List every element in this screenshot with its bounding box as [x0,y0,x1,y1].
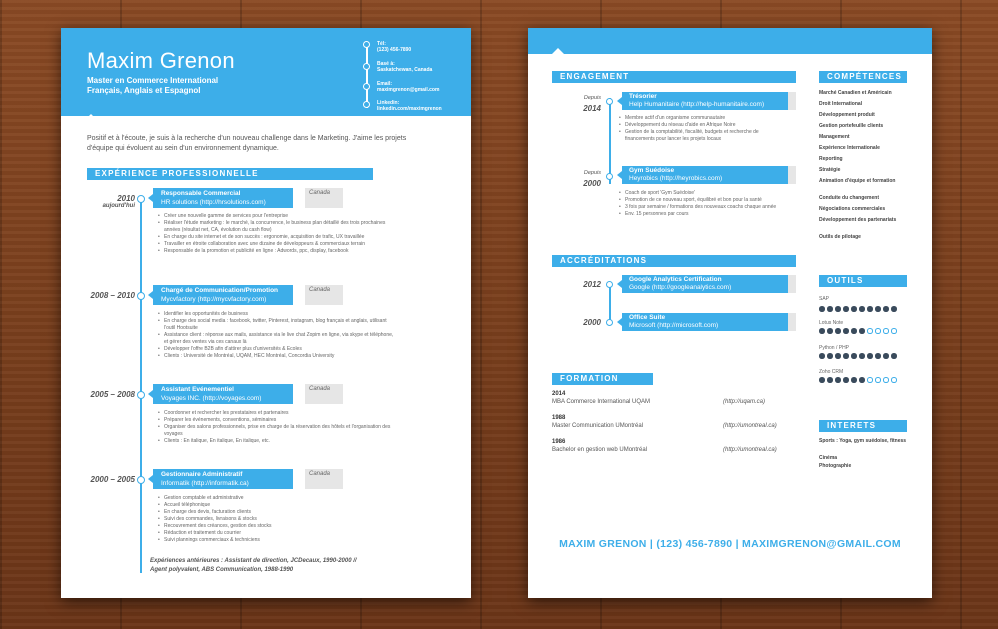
list-item: • Responsable de la promotion et publicité en ligne : Adwords, ppc, display, facebook [158,248,396,255]
job-title: Chargé de Communication/Promotion [161,287,279,294]
resume-page-2 [528,28,932,598]
list-item: • Préparer les événements, conventions, séminaires [158,417,396,424]
section-competences-title: COMPÉTENCES [819,71,907,83]
formation-title: MBA Commerce International UQAM [552,399,651,405]
formation-url: (http://uqam.ca) [723,399,766,405]
list-item: • En charge des social media : facebook, twitter, Pinterest, instagram, blog français et anglais, utilisant l'outil Hootsuite [158,318,396,332]
list-item: • Créer une nouvelle gamme de services pour l'entreprise [158,213,396,220]
rating-dot-filled [859,353,865,359]
list-item: • Assistance client : réponse aux mails, assistance via le live chat Zopim en ligne, via skype et téléphone, et gérer des ventes via ces canaux là [158,332,396,346]
job-company: Voyages INC. (http://voyages.com) [161,395,262,402]
job-country: Canada [305,469,343,489]
job-title: Responsable Commercial [161,190,241,197]
rating-dot-empty [891,328,897,334]
tool-rating [819,353,897,359]
job-title: Gestionnaire Administratif [161,471,243,478]
header-notch [85,114,97,120]
rating-dot-filled [827,377,833,383]
interest-item: Cinéma [819,455,838,461]
rating-dot-filled [883,306,889,312]
list-item: • Accueil téléphonique [158,502,396,509]
job-years: 2005 – 2008 [90,390,135,399]
section-engagement-title: ENGAGEMENT [552,71,796,83]
header-notch [552,48,564,54]
competence-item: Stratégie [819,167,841,173]
job-company: Mycvfactory (http://mycvfactory.com) [161,296,267,303]
intro-paragraph: Positif et à l'écoute, je suis à la recherche d'un nouveau challenge dans le Marketing. J'aime les projets d'équipe qui évoluent au sein d'un environnement dynamique. [87,135,407,152]
contact-timeline [366,42,368,108]
previous-experience-note: Expériences antérieures : Assistant de direction, JCDecaux, 1990-2000 // [150,558,357,564]
list-item: • Gestion comptable et administrative [158,495,396,502]
rating-dot-filled [819,353,825,359]
rating-dot-filled [835,377,841,383]
rating-dot-filled [827,353,833,359]
contact-dot [363,63,370,70]
footer-contact: MAXIM GRENON | (123) 456-7890 | MAXIMGRENON@GMAIL.COM [559,538,901,550]
rating-dot-filled [875,306,881,312]
competence-item: Marché Canadien et Américain [819,90,892,96]
rating-dot-filled [819,328,825,334]
engagement-title: Trésorier [629,93,657,100]
engagement-timeline [609,98,611,184]
accreditation-year: 2012 [583,280,601,289]
accreditation-title: Office Suite [629,314,666,321]
timeline-dot [137,391,145,399]
previous-experience-note-2: Agent polyvalent, ABS Communication, 1988-1990 [150,567,294,573]
rating-dot-filled [859,328,865,334]
job-country: Canada [305,285,343,305]
section-formation-title: FORMATION [552,373,653,385]
contact-email: Email: maximgrenon@gmail.com [377,81,440,93]
accreditation-org: Google (http://googleanalytics.com) [629,284,732,291]
header-tab [788,166,796,184]
interest-item: Photographie [819,463,852,469]
rating-dot-filled [851,377,857,383]
list-item: • Réaliser l'étude marketing : le marché, la concurrence, le business plan détaillé des trois prochaines années (résultat net, CA, évolution du cash flow) [158,220,396,234]
rating-dot-filled [843,306,849,312]
competence-item: Négociations commerciales [819,206,886,212]
subtitle-degree: Master en Commerce International [87,76,219,85]
competence-item: Management [819,134,850,140]
rating-dot-filled [827,328,833,334]
rating-dot-filled [835,328,841,334]
interest-item: Sports : Yoga, gym suédoise, fitness [819,438,907,444]
tool-name: Python / PHP [819,345,850,351]
engagement-year: 2014 [583,104,601,113]
rating-dot-filled [827,306,833,312]
rating-dot-filled [835,306,841,312]
accreditation-year: 2000 [583,318,601,327]
formation-url: (http://umontreal.ca) [723,447,777,453]
tool-name: Zoho CRM [819,369,844,375]
timeline-dot [137,476,145,484]
list-item: • Recouvrement des créances, gestion des stocks [158,523,396,530]
header-tab [788,92,796,110]
job-bullets [158,495,396,544]
header-tab [788,313,796,331]
job-years: 2000 – 2005 [90,475,135,484]
rating-dot-filled [859,377,865,383]
job-years: 2008 – 2010 [90,291,135,300]
list-item: • Coordonner et rechercher les prestataires et partenaires [158,410,396,417]
job-years-end: aujourd'hui [102,203,135,209]
candidate-name: Maxim Grenon [87,48,235,73]
rating-dot-filled [843,353,849,359]
rating-dot-filled [883,353,889,359]
contact-phone: Tél: (123) 456-7890 [377,41,412,53]
competence-item: Outils de pilotage [819,234,861,240]
tool-rating [819,306,897,312]
rating-dot-filled [835,353,841,359]
rating-dot-filled [819,377,825,383]
timeline-dot [606,173,613,180]
rating-dot-filled [851,353,857,359]
rating-dot-filled [843,328,849,334]
competence-item: Droit International [819,101,863,107]
list-item: • Gestion de la comptabilité, fiscalité, budgets et recherche de financements pour lancer les projets locaux [619,129,789,143]
formation-url: (http://umontreal.ca) [723,423,777,429]
list-item: • Membre actif d'un organisme communautaire [619,115,789,122]
engagement-title: Gym Suédoise [629,167,675,174]
job-title: Assistant Evénementiel [161,386,234,393]
formation-year: 2014 [552,391,566,397]
since-label: Depuis [583,95,601,101]
timeline-dot [137,195,145,203]
list-item: • Suivi plannings commerciaux & techniciens [158,537,396,544]
rating-dot-filled [875,353,881,359]
contact-dot [363,83,370,90]
timeline-dot [606,281,613,288]
competence-item: Reporting [819,156,843,162]
engagement-bullets [619,190,789,218]
list-item: • Développement du réseau d'aide en Afrique Noire [619,122,789,129]
list-item: • Organiser des salons professionnels, prise en charge de la réservation des hôtels et l'organisation des voyages [158,424,396,438]
rating-dot-filled [867,306,873,312]
accreditation-title: Google Analytics Certification [629,276,722,283]
rating-dot-empty [875,328,881,334]
subtitle-languages: Français, Anglais et Espagnol [87,86,201,95]
engagement-bullets [619,115,789,143]
engagement-year: 2000 [583,179,601,188]
rating-dot-empty [867,377,873,383]
since-label: Depuis [583,170,601,176]
timeline-dot [137,292,145,300]
resume-page-1 [61,28,471,598]
section-outils-title: OUTILS [819,275,907,287]
job-bullets [158,311,396,360]
rating-dot-empty [875,377,881,383]
rating-dot-filled [819,306,825,312]
list-item: • Suivi des commandes, livraisons & stocks [158,516,396,523]
tool-name: Lotus Note [819,320,844,326]
rating-dot-filled [851,328,857,334]
tool-name: SAP [819,296,830,302]
timeline-dot [606,98,613,105]
rating-dot-filled [851,306,857,312]
job-country: Canada [305,384,343,404]
rating-dot-empty [867,328,873,334]
tool-rating [819,328,897,334]
formation-title: Bachelor en gestion web UMontréal [552,447,648,453]
accreditation-org: Microsoft (http://microsoft.com) [629,322,719,329]
formation-title: Master Communication UMontréal [552,423,644,429]
list-item: • Promotion de ce nouveau sport, équilibré et bon pour la santé [619,197,789,204]
competence-item: Développement des partenariats [819,217,897,223]
formation-year: 1988 [552,415,566,421]
list-item: • 3 fois par semaine / formations des nouveaux coachs chaque année [619,204,789,211]
engagement-org: Help Humanitaire (http://help-humanitaire.com) [629,101,765,108]
competence-item: Expérience Internationale [819,145,880,151]
engagement-org: Heyrobics (http://heyrobics.com) [629,175,723,182]
rating-dot-filled [891,306,897,312]
header-tab [788,275,796,293]
timeline-dot [606,319,613,326]
list-item: • Développer l'offre B2B afin d'attirer plus d'universités & Ecoles [158,346,396,353]
job-company: Informatik (http://informatik.ca) [161,480,249,487]
list-item: • Env. 15 personnes par cours [619,211,789,218]
list-item: • Clients : Université de Montréal, UQAM, HEC Montréal, Concordia University [158,353,396,360]
competence-item: Gestion portefeuille clients [819,123,884,129]
list-item: • Coach de sport 'Gym Suédoise' [619,190,789,197]
list-item: • Clients : En italique, En italique, En italique, etc. [158,438,396,445]
contact-dot [363,101,370,108]
tool-rating [819,377,897,383]
job-company: HR solutions (http://hrsolutions.com) [161,199,266,206]
list-item: • Identifier les opportunités de business [158,311,396,318]
rating-dot-filled [891,353,897,359]
rating-dot-empty [883,377,889,383]
list-item: • Travailler en étroite collaboration avec une dizaine de développeurs & commerciaux terrain [158,241,396,248]
experience-timeline [140,196,142,573]
job-bullets [158,410,396,445]
rating-dot-filled [859,306,865,312]
competence-item: Animation d'équipe et formation [819,178,896,184]
job-bullets [158,213,396,255]
section-interets-title: INTERETS [819,420,907,432]
competence-item: Conduite du changement [819,195,879,201]
rating-dot-filled [867,353,873,359]
header-banner [528,28,932,54]
rating-dot-empty [883,328,889,334]
list-item: • En charge du site internet et de son succès : ergonomie, acquisition de trafic, UX travaillée [158,234,396,241]
formation-year: 1986 [552,439,566,445]
competence-item: Développement produit [819,112,875,118]
job-country: Canada [305,188,343,208]
contact-linkedin: Linkedin: linkedin.com/maximgrenon [377,100,442,112]
section-experience-title: EXPÉRIENCE PROFESSIONNELLE [87,168,373,180]
job-years: 2010 [117,194,135,203]
list-item: • En charge des devis, facturation clients [158,509,396,516]
contact-location: Basé à: Saskatchewan, Canada [377,61,433,73]
rating-dot-filled [843,377,849,383]
section-accreditations-title: ACCRÉDITATIONS [552,255,796,267]
list-item: • Rédaction et traitement du courrier [158,530,396,537]
rating-dot-empty [891,377,897,383]
contact-dot [363,41,370,48]
